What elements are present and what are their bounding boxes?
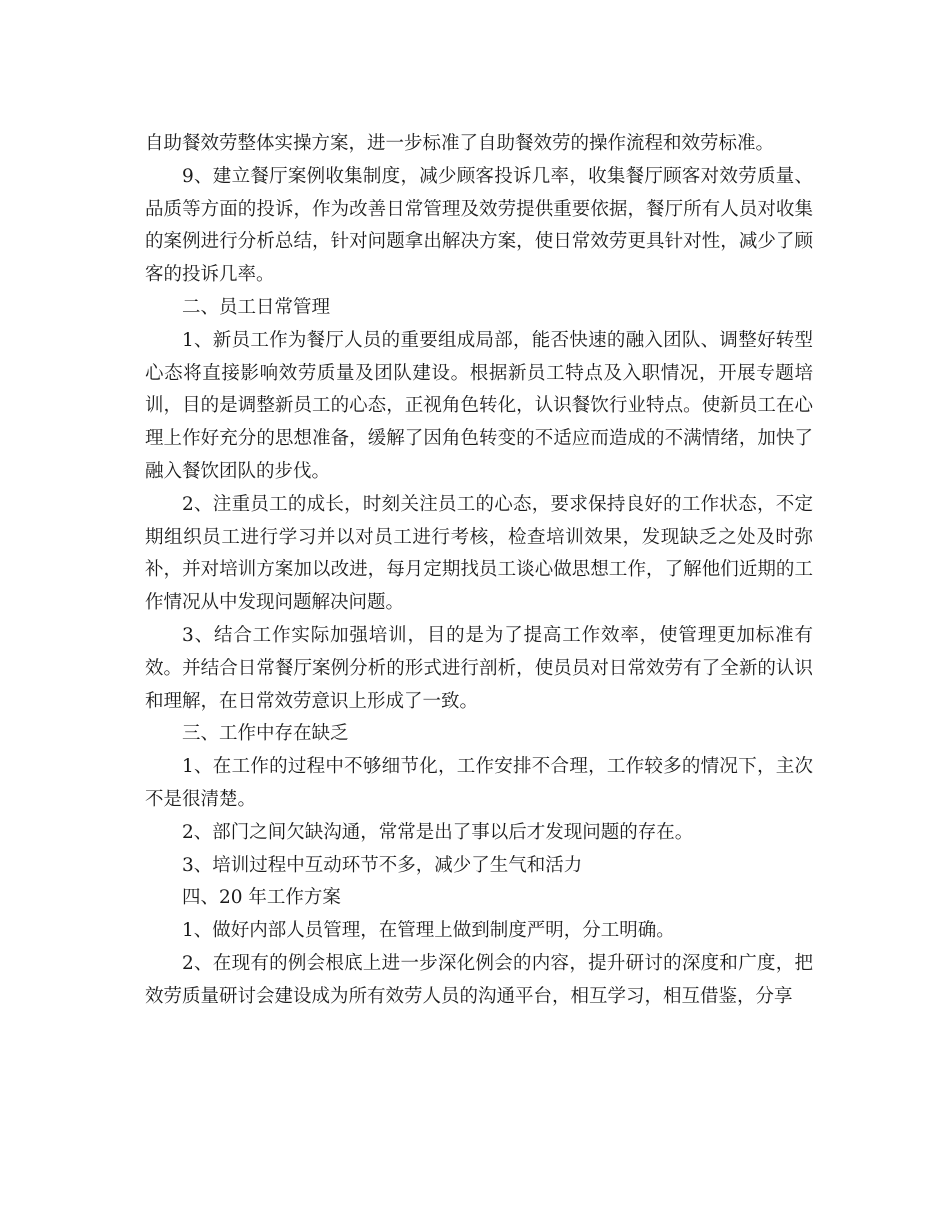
section-heading-staff-management: 二、员工日常管理: [182, 296, 331, 318]
paragraph-shortcoming-3: 3、培训过程中互动环节不多，减少了生气和活力: [182, 854, 583, 876]
paragraph-staff-3: 3、结合工作实际加强培训，目的是为了提高工作效率，使管理更加标准有效。并结合日常餐厅案例分析的形式进行剖析，使员员对日常效劳有了全新的认识和理解，在日常效劳意识上形成了一致。: [145, 624, 813, 712]
paragraph-plan-2: 2、在现有的例会根底上进一步深化例会的内容，提升研讨的深度和广度，把效劳质量研讨会建设成为所有效劳人员的沟通平台，相互学习，相互借鉴，分享: [145, 952, 813, 1007]
paragraph-staff-2: 2、注重员工的成长，时刻关注员工的心态，要求保持良好的工作状态，不定期组织员工进行学习并以对员工进行考核，检查培训效果，发现缺乏之处及时弥补，并对培训方案加以改进，每月定期找员工谈心做思想工作，了解他们近期的工作情况从中发现问题解决问题。: [145, 493, 813, 614]
paragraph-shortcoming-2: 2、部门之间欠缺沟通，常常是出了事以后才发现问题的存在。: [182, 821, 694, 843]
section-heading-shortcomings: 三、工作中存在缺乏: [182, 723, 349, 745]
paragraph-plan-1: 1、做好内部人员管理，在管理上做到制度严明，分工明确。: [182, 920, 675, 942]
document-page: [145, 128, 813, 1014]
paragraph-shortcoming-1: 1、在工作的过程中不够细节化，工作安排不合理，工作较多的情况下，主次不是很清楚。: [145, 756, 813, 810]
paragraph-continuation: 自助餐效劳整体实操方案，进一步标准了自助餐效劳的操作流程和效劳标准。: [145, 133, 775, 154]
section-heading-work-plan: 四、20 年工作方案: [182, 887, 341, 909]
paragraph-staff-1: 1、新员工作为餐厅人员的重要组成局部，能否快速的融入团队、调整好转型心态将直接影响效劳质量及团队建设。根据新员工特点及入职情况，开展专题培训，目的是调整新员工的心态，正视角色转化，认识餐饮行业特点。使新员工在心理上作好充分的思想准备，缓解了因角色转变的不适应而造成的不满情绪，加快了融入餐饮团队的步伐。: [145, 329, 813, 482]
paragraph-item-9: 9、建立餐厅案例收集制度，减少顾客投诉几率，收集餐厅顾客对效劳质量、品质等方面的投诉，作为改善日常管理及效劳提供重要依据，餐厅所有人员对收集的案例进行分析总结，针对问题拿出解决方案，使日常效劳更具针对性，减少了顾客的投诉几率。: [145, 165, 813, 286]
